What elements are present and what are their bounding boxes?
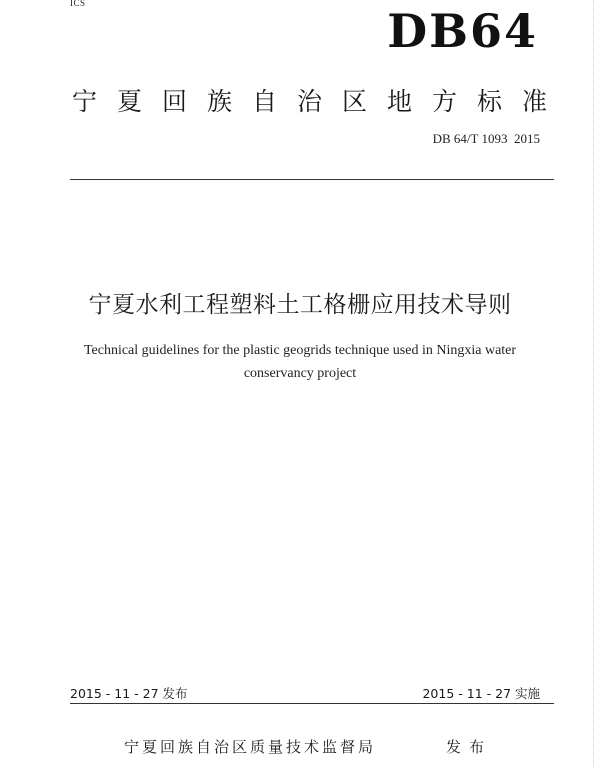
- implement-date: 2015 - 11 - 27 实施: [422, 686, 540, 701]
- issuer-label: 发布: [446, 738, 493, 756]
- english-title-line-2: conservancy project: [243, 366, 357, 381]
- english-title-line-1: Technical guidelines for the plastic geogrids technique used in Ningxia water: [83, 343, 517, 358]
- db-logo: DB64: [387, 4, 538, 58]
- standard-name: 宁夏回族自治区地方标准: [72, 87, 568, 116]
- header-divider: [70, 179, 554, 180]
- standard-code: DB 64/T 1093 2015: [432, 131, 540, 146]
- document-title-chinese: 宁夏水利工程塑料土工格栅应用技术导则: [88, 292, 512, 318]
- publish-date: 2015 - 11 - 27 发布: [70, 686, 188, 701]
- footer-divider: [70, 703, 554, 704]
- issuer-name: 宁夏回族自治区质量技术监督局: [124, 738, 377, 756]
- document-title-english: [60, 339, 540, 385]
- scan-edge: [593, 0, 594, 767]
- ics-label: ICS: [70, 0, 86, 8]
